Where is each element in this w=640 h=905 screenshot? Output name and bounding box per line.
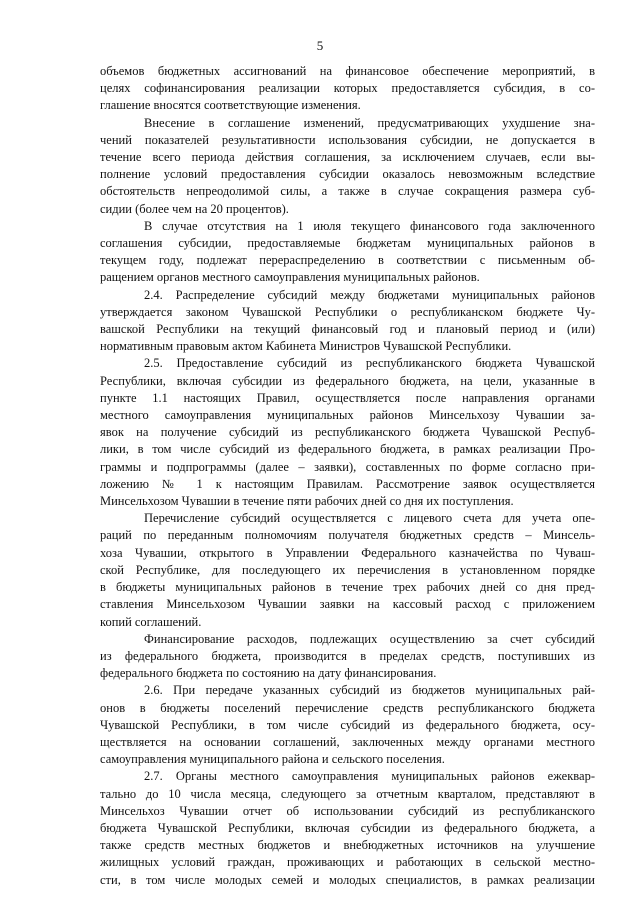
text-line: Республики, включая субсидии из федерального бюджета, на цели, указанные в [100, 373, 595, 388]
text-line: В случае отсутствия на 1 июля текущего финансового года заключенного [144, 218, 595, 233]
text-line: Минсельхоз Чувашии отчет об использовании субсидий из республиканского [100, 803, 595, 818]
text-line: 2.6. При передаче указанных субсидий из бюджетов муниципальных рай- [144, 683, 595, 698]
text-line: глашение вносятся соответствующие изменения. [100, 98, 361, 113]
text-line: утверждается законом Чувашской Республики о республиканском бюджете Чу- [100, 304, 595, 319]
text-line: ской Республике, для последующего их перечисления в установленном порядке [100, 562, 595, 577]
text-line: лики, в том числе субсидий из федерального бюджета, в рамках реализации Про- [100, 442, 595, 457]
text-line: вашской Республики на текущий финансовый год и плановый период и (или) [100, 322, 595, 337]
text-line: граммы и подпрограммы (далее – заявки), составленных по форме согласно при- [100, 459, 595, 474]
text-line: 2.7. Органы местного самоуправления муниципальных районов ежеквар- [144, 769, 595, 784]
text-line: полнение условий предоставления субсидии оказалось невозможным вследствие [100, 167, 595, 182]
text-line: местного самоуправления муниципальных районов Минсельхозу Чувашии за- [100, 408, 595, 423]
text-line: онов в бюджеты поселений перечисление средств республиканского бюджета [100, 700, 595, 715]
paragraph-2-6 [100, 682, 595, 768]
text-line: ществляется на основании соглашений, заключенных между органами местного [100, 734, 595, 749]
text-line: сти, в том числе молодых семей и молодых специалистов, в рамках реализации [100, 872, 595, 887]
text-line: Чувашской Республики, в том числе субсидий из федерального бюджета, осу- [100, 717, 595, 732]
paragraph-7 [100, 631, 595, 683]
paragraph-1 [100, 63, 595, 115]
text-line: явок на получение субсидий из республиканского бюджета Чувашской Респуб- [100, 425, 595, 440]
text-line: сидии (более чем на 20 процентов). [100, 201, 289, 216]
text-line: нормативным правовым актом Кабинета Министров Чувашской Республики. [100, 339, 512, 354]
paragraph-2 [100, 115, 595, 218]
text-line: пункте 1.1 настоящих Правил, осуществляется после направления органами [100, 390, 595, 405]
text-line: самоуправления муниципального района и сельского поселения. [100, 752, 445, 767]
document-body [100, 63, 595, 889]
text-line: целях софинансирования реализации которых предоставляется субсидия, в со- [100, 81, 595, 96]
text-line: Перечисление субсидий осуществляется с лицевого счета для учета опе- [144, 511, 595, 526]
text-line: раций по переданным полномочиям получателя бюджетных средств – Минсель- [100, 528, 595, 543]
text-line: обстоятельств непреодолимой силы, а также в случае сокращения размера суб- [100, 184, 595, 199]
text-line: ложению № 1 к настоящим Правилам. Рассмотрение заявок осуществляется [100, 476, 595, 491]
text-line: копий соглашений. [100, 614, 202, 629]
paragraph-3 [100, 218, 595, 287]
text-line: 2.4. Распределение субсидий между бюджетами муниципальных районов [144, 287, 595, 302]
text-line: течение всего периода действия соглашения, за исключением случаев, если вы- [100, 150, 595, 165]
text-line: в бюджеты муниципальных районов в течение трех рабочих дней со дня пред- [100, 580, 595, 595]
text-line: федерального бюджета по состоянию на дату финансирования. [100, 666, 437, 681]
paragraph-6 [100, 510, 595, 630]
paragraph-2-7 [100, 768, 595, 888]
text-line: соглашения субсидии, предоставляемые бюджетам муниципальных районов в [100, 236, 595, 251]
text-line: из федерального бюджета, производится в пределах средств, поступивших из [100, 648, 595, 663]
text-line: объемов бюджетных ассигнований на финансовое обеспечение мероприятий, в [100, 64, 595, 78]
text-line: Внесение в соглашение изменений, предусматривающих ухудшение зна- [144, 115, 595, 130]
text-line: также средств местных бюджетов и внебюджетных источников на улучшение [100, 838, 595, 853]
text-line: хоза Чувашии, открытого в Управлении Федерального казначейства по Чуваш- [100, 545, 595, 560]
paragraph-2-5 [100, 355, 595, 510]
text-line: тально до 10 числа месяца, следующего за отчетным кварталом, представляют в [100, 786, 595, 801]
text-line: бюджета Чувашской Республики, включая субсидии из федерального бюджета, а [100, 820, 595, 835]
text-line: Финансирование расходов, подлежащих осуществлению за счет субсидий [144, 631, 595, 646]
text-line: чений показателей результативности использования субсидии, не допускается в [100, 132, 595, 147]
text-line: ращением органов местного самоуправления муниципальных районов. [100, 270, 480, 285]
paragraph-2-4 [100, 287, 595, 356]
page-number: 5 [316, 38, 324, 53]
text-line: текущем году, подлежат перераспределению в соответствии с письменным об- [100, 253, 595, 268]
text-line: жилищных условий граждан, проживающих и работающих в сельской местно- [100, 855, 595, 870]
text-line: Минсельхозом Чувашии в течение пяти рабочих дней со дня их поступления. [100, 494, 514, 509]
text-line: ставления Минсельхозом Чувашии заявки на кассовый расход с приложением [100, 597, 595, 612]
text-line: 2.5. Предоставление субсидий из республиканского бюджета Чувашской [144, 356, 595, 371]
